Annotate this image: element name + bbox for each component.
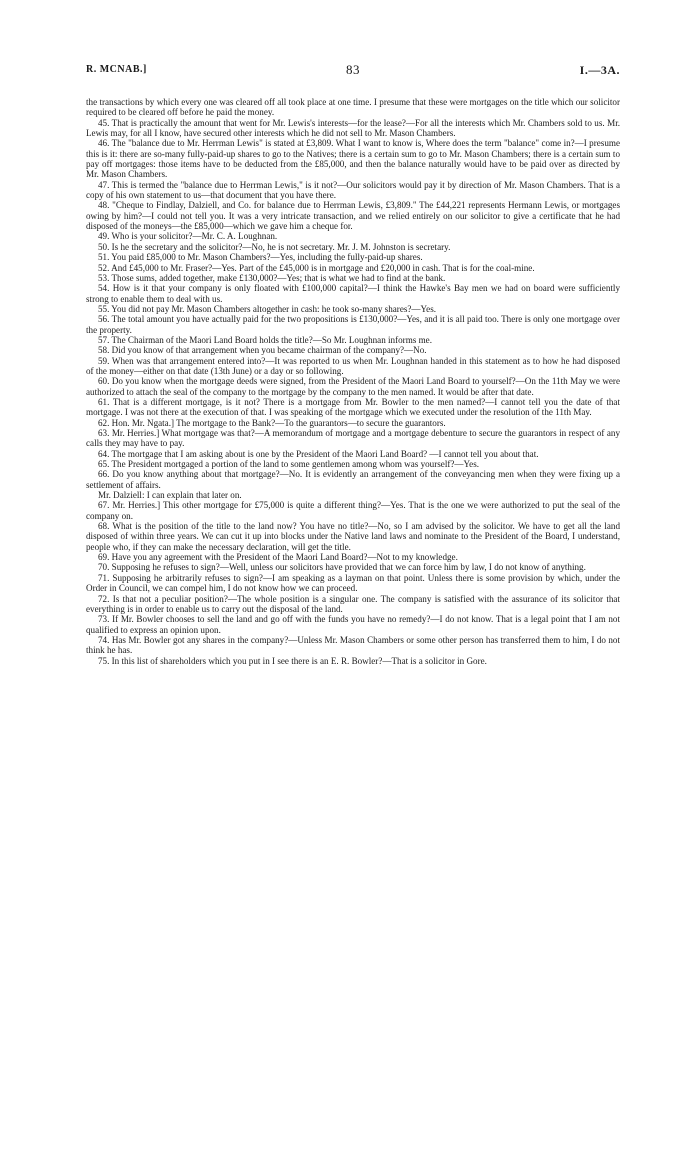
paragraph: 55. You did not pay Mr. Mason Chambers altogether in cash: he took so-many shares?—Yes. bbox=[98, 303, 437, 314]
paragraph: 54. How is it that your company is only floated with £100,000 capital?—I think the Hawke's Bay men we had on board were sufficiently strong to enable them to deal with us. bbox=[86, 283, 620, 304]
testimony-body bbox=[86, 97, 620, 666]
page-header bbox=[86, 64, 620, 80]
paragraph: 53. Those sums, added together, make £130,000?—Yes; that is what we had to find at the bank. bbox=[98, 272, 446, 283]
paragraph: 70. Supposing he refuses to sign?—Well, unless our solicitors have provided that we can force him by law, I do not know of anything. bbox=[98, 562, 586, 573]
paragraph: 69. Have you any agreement with the President of the Maori Land Board?—Not to my knowledge. bbox=[98, 552, 458, 563]
paragraph: the transactions by which every one was cleared off all took place at one time. I presume that these were mortgages on the title which our solicitor required to be cleared off before he paid the money. bbox=[86, 97, 620, 118]
paragraph: 72. Is that not a peculiar position?—The whole position is a singular one. The company is satisfied with the assurance of its solicitor that everything is in order to enable us to carry out the disposal of the land. bbox=[86, 593, 620, 614]
paragraph: 71. Supposing he arbitrarily refuses to sign?—I am speaking as a layman on that point. Unless there is some provision by which, under the Order in Council, we can compel him, I do not know how we can proceed. bbox=[86, 572, 620, 594]
paragraph: 45. That is practically the amount that went for Mr. Lewis's interests—for the lease?—For all the interests which Mr. Chambers sold to us. Mr. Lewis may, for all I know, have secured other interests which he did not sell to Mr. Mason Chambers. bbox=[86, 117, 620, 139]
paragraph: 49. Who is your solicitor?—Mr. C. A. Loughnan. bbox=[98, 231, 278, 242]
paragraph: 73. If Mr. Bowler chooses to sell the land and go off with the funds you have no remedy?—I do not know. That is a legal point that I am not qualified to express an opinion upon. bbox=[86, 614, 620, 635]
paragraph: 68. What is the position of the title to the land now? You have no title?—No, so I am advised by the solicitor. We have to get all the land disposed of within three years. We can cut it up into blocks under the Native land laws and nominate to the President of the Board, I understand, people who, if they can make the necessary declaration, will get the title. bbox=[86, 521, 620, 552]
paragraph: 50. Is he the secretary and the solicitor?—No, he is not secretary. Mr. J. M. Johnston is secretary. bbox=[98, 241, 451, 252]
paragraph: 67. Mr. Herries.] This other mortgage for £75,000 is quite a different thing?—Yes. That is the one we were authorized to put the seal of the company on. bbox=[86, 500, 620, 521]
paragraph: 75. In this list of shareholders which you put in I see there is an E. R. Bowler?—That is a solicitor in Gore. bbox=[98, 655, 487, 666]
paragraph: 65. The President mortgaged a portion of the land to some gentlemen among whom was yourself?—Yes. bbox=[98, 459, 480, 470]
paragraph: 48. "Cheque to Findlay, Dalziell, and Co. for balance due to Herrman Lewis, £3,809." The £44,221 represents Hermann Lewis, or mortgages owing by him?—I could not tell you. It was a very intricate transaction, and we relied entirely on our solicitor to give a certificate that he had disposed of the moneys—the £85,000—which we gave him a cheque for. bbox=[86, 200, 620, 232]
paragraph: 51. You paid £85,000 to Mr. Mason Chambers?—Yes, including the fully-paid-up shares. bbox=[98, 252, 423, 263]
page-number: 83 bbox=[346, 62, 360, 77]
paragraph: 47. This is termed the "balance due to Herrman Lewis," is it not?—Our solicitors would pay it by direction of Mr. Mason Chambers. That is a copy of his own statement to us—that document that you have there. bbox=[86, 179, 620, 201]
paragraph: 58. Did you know of that arrangement when you became chairman of the company?—No. bbox=[98, 345, 427, 356]
paragraph: 56. The total amount you have actually paid for the two propositions is £130,000?—Yes, and it is all paid too. There is only one mortgage over the property. bbox=[86, 314, 620, 335]
paragraph: 59. When was that arrangement entered into?—It was reported to us when Mr. Loughnan handed in this statement as to how he had disposed of the money—either on that date (13th June) or a day or so following. bbox=[86, 355, 620, 376]
paragraph: 60. Do you know when the mortgage deeds were signed, from the President of the Maori Land Board to yourself?—On the 11th May we were authorized to attach the seal of the company to the mortgage by the company to the men named. It would be after that date. bbox=[86, 376, 620, 397]
running-head: R. MCNAB.] bbox=[86, 64, 147, 75]
paragraph: 46. The "balance due to Mr. Herrman Lewis" is stated at £3,809. What I want to know is, Where does the term "balance" come in?—I presume this is it: there are so-many fully-paid-up shares to go to the Natives; there is a certain sum to go to Mr. Mason Chambers; there is a certain sum to pay off mortgages: those items have to be deducted from the £85,000, and then the balance naturally would have to be paid over as directed by Mr. Mason Chambers. bbox=[86, 138, 620, 180]
paragraph: Mr. Dalziell: I can explain that later on. bbox=[98, 490, 242, 501]
document-reference: I.—3A. bbox=[579, 63, 620, 77]
paragraph: 57. The Chairman of the Maori Land Board holds the title?—So Mr. Loughnan informs me. bbox=[98, 334, 432, 345]
paragraph: 61. That is a different mortgage, is it not? There is a mortgage from Mr. Bowler to the men named?—I cannot tell you the date of that mortgage. I was not there at the execution of that. I was speaking of the mortgage which we executed under the resolution of the 11th May. bbox=[86, 396, 620, 418]
paragraph: 52. And £45,000 to Mr. Fraser?—Yes. Part of the £45,000 is in mortgage and £20,000 in cash. That is for the coal-mine. bbox=[98, 262, 535, 273]
paragraph: 62. Hon. Mr. Ngata.] The mortgage to the Bank?—To the guarantors—to secure the guarantors. bbox=[98, 417, 446, 428]
paragraph: 66. Do you know anything about that mortgage?—No. It is evidently an arrangement of the conveyancing men when they were fixing up a settlement of affairs. bbox=[86, 469, 620, 490]
paragraph: 64. The mortgage that I am asking about is one by the President of the Maori Land Board? —I cannot tell you about that. bbox=[98, 448, 539, 459]
paragraph: 74. Has Mr. Bowler got any shares in the company?—Unless Mr. Mason Chambers or some other person has transferred them to him, I do not think he has. bbox=[86, 634, 620, 656]
paragraph: 63. Mr. Herries.] What mortgage was that?—A memorandum of mortgage and a mortgage debenture to secure the guarantors in respect of any calls they may have to pay. bbox=[86, 428, 620, 449]
